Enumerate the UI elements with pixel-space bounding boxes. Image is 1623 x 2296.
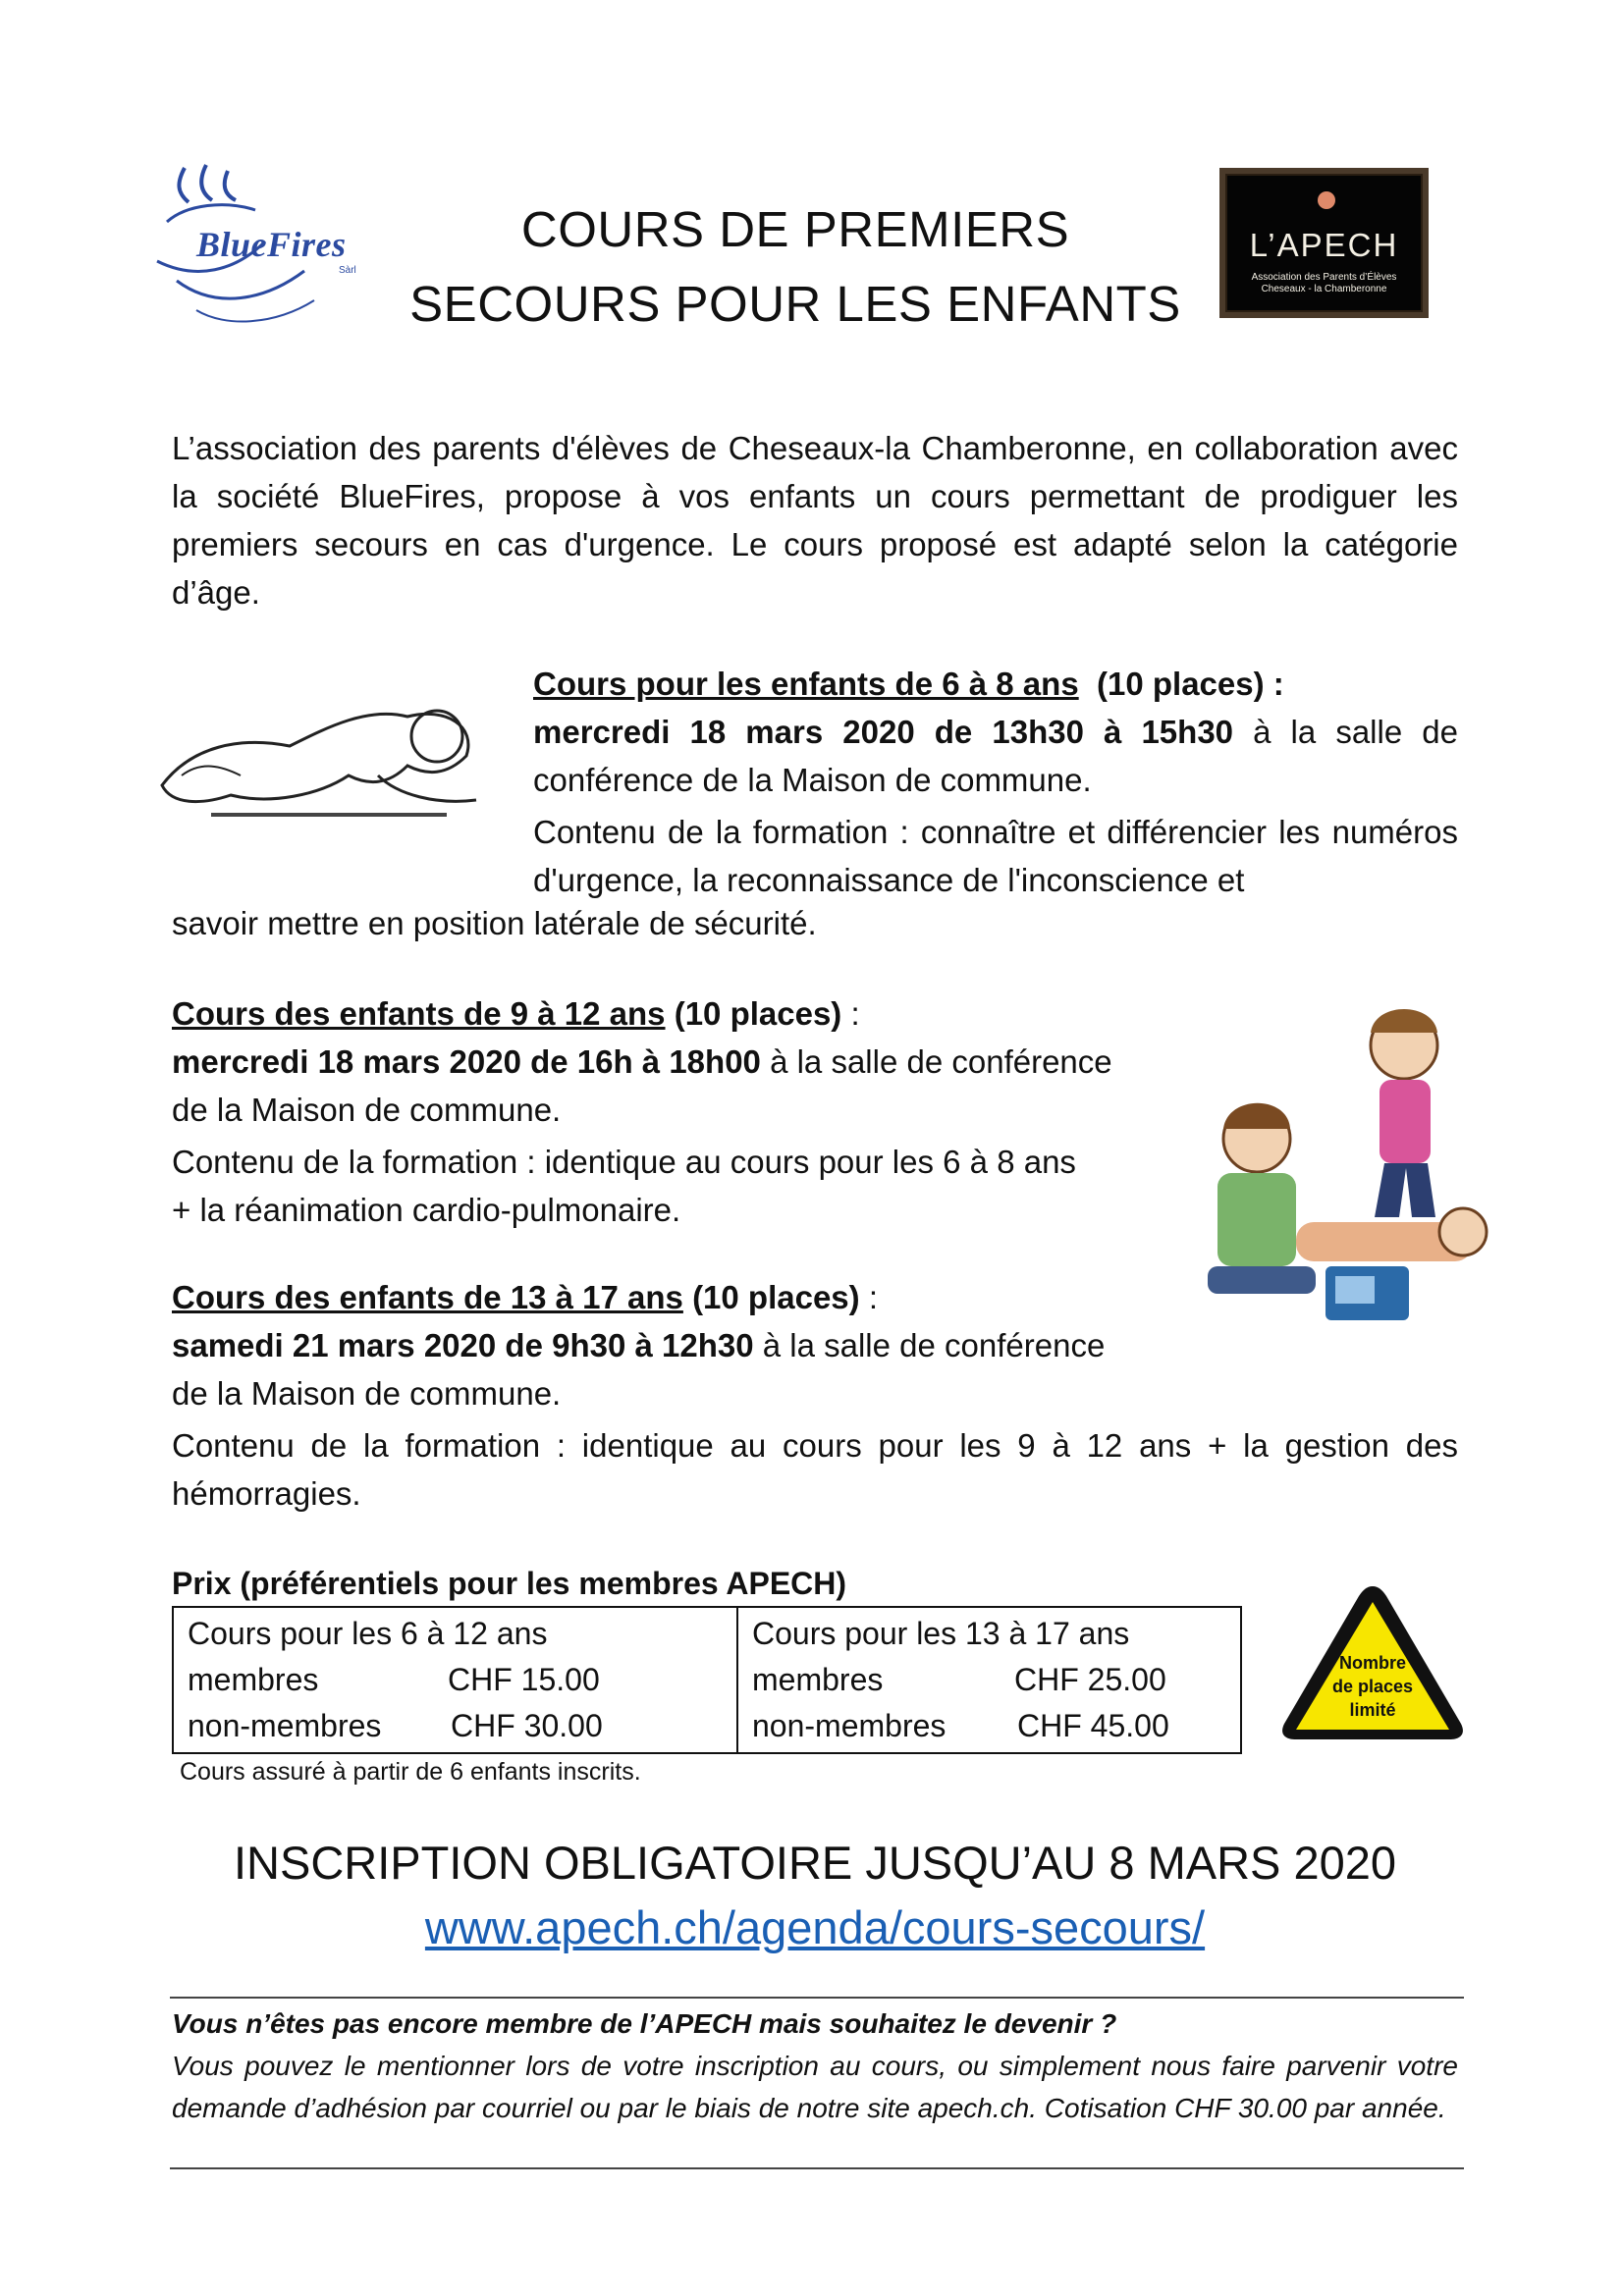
- title-line-2: SECOURS POUR LES ENFANTS: [409, 276, 1181, 332]
- membership-question: Vous n’êtes pas encore membre de l’APECH mais souhaitez le devenir ?: [172, 2008, 1117, 2039]
- course-2-location-2: de la Maison de commune.: [172, 1092, 562, 1128]
- prices-heading: Prix (préférentiels pour les membres APECH): [172, 1566, 847, 1601]
- registration-deadline: INSCRIPTION OBLIGATOIRE JUSQU’AU 8 MARS 2020: [234, 1837, 1396, 1889]
- course-1-content: Contenu de la formation : connaître et différencier les numéros d'urgence, la reconnaissance de l'inconscience et: [533, 814, 1458, 898]
- prices-table-row: [173, 1607, 1241, 1753]
- prices-column-2-row-1: [752, 1657, 1226, 1703]
- course-3-heading-line: [172, 1273, 1458, 1321]
- registration-link[interactable]: www.apech.ch/agenda/cours-secours/: [424, 1901, 1206, 1953]
- sign-line-3: limité: [1349, 1700, 1396, 1720]
- limited-places-sign: [1276, 1578, 1469, 1745]
- divider-bottom: [170, 2167, 1464, 2169]
- course-2-heading: Cours des enfants de 9 à 12 ans: [172, 995, 666, 1032]
- course-3-heading: Cours des enfants de 13 à 17 ans: [172, 1279, 683, 1315]
- course-1-date: mercredi 18 mars 2020 de 13h30 à 15h30: [533, 714, 1234, 750]
- prices-column-1: [173, 1607, 737, 1753]
- price-value: CHF 25.00: [1014, 1662, 1166, 1697]
- course-2-content-2: + la réanimation cardio-pulmonaire.: [172, 1192, 681, 1228]
- course-2-colon: :: [841, 995, 860, 1032]
- bluefires-logo-suffix: Sàrl: [339, 265, 356, 276]
- recovery-position-icon: [152, 667, 496, 825]
- sign-line-2: de places: [1331, 1677, 1414, 1696]
- course-3-section: [172, 1273, 1458, 1518]
- sign-text: [1276, 1651, 1469, 1722]
- course-1-location: à la salle de conférence de la Maison de commune.: [533, 714, 1458, 798]
- apech-logo: [1219, 168, 1429, 318]
- course-2-date: mercredi 18 mars 2020 de 16h à 18h00: [172, 1043, 761, 1080]
- apech-logo-sub-1: Association des Parents d’Élèves: [1251, 272, 1397, 283]
- course-2-section: [172, 989, 1173, 1234]
- course-3-places: (10 places): [692, 1279, 860, 1315]
- course-2-heading-line: [172, 989, 1173, 1038]
- course-3-location: à la salle de conférence: [753, 1327, 1106, 1363]
- price-label: membres: [188, 1662, 319, 1697]
- course-3-date-line: [172, 1321, 1458, 1369]
- course-1-places: (10 places) :: [1097, 666, 1284, 702]
- prices-column-2: [737, 1607, 1241, 1753]
- course-1-content-cont: savoir mettre en position latérale de sécurité.: [172, 905, 817, 941]
- course-1-heading: Cours pour les enfants de 6 à 8 ans: [533, 666, 1079, 702]
- course-1-date-line: [533, 708, 1458, 804]
- prices-column-1-row-2: [188, 1703, 723, 1749]
- registration-link-wrapper: [172, 1896, 1458, 1959]
- course-2-date-line: [172, 1038, 1173, 1086]
- divider-top: [170, 1997, 1464, 1999]
- price-label: non-membres: [752, 1708, 947, 1743]
- course-3-date: samedi 21 mars 2020 de 9h30 à 12h30: [172, 1327, 754, 1363]
- intro-paragraph: [172, 424, 1458, 616]
- price-value: CHF 15.00: [448, 1662, 600, 1697]
- membership-text: Vous pouvez le mentionner lors de votre inscription au cours, ou simplement nous faire parvenir votre demande d’adhésion par courriel ou par le biais de notre site apech.ch. Cotisation CHF 30.00 par année.: [172, 2051, 1458, 2123]
- course-3-location-2: de la Maison de commune.: [172, 1375, 562, 1412]
- apple-icon: [1318, 191, 1335, 209]
- prices-column-2-title: Cours pour les 13 à 17 ans: [752, 1616, 1130, 1651]
- apech-logo-subtitle: [1227, 272, 1421, 295]
- course-2-places: (10 places): [674, 995, 842, 1032]
- course-1-section: [533, 660, 1458, 904]
- sign-line-1: Nombre: [1338, 1653, 1406, 1673]
- apech-logo-name: L’APECH: [1249, 227, 1399, 263]
- course-3-colon: :: [859, 1279, 878, 1315]
- page-title: [393, 192, 1198, 342]
- title-line-1: COURS DE PREMIERS: [520, 201, 1070, 257]
- prices-column-1-row-1: [188, 1657, 723, 1703]
- price-value: CHF 45.00: [1017, 1708, 1169, 1743]
- course-2-content: Contenu de la formation : identique au cours pour les 6 à 8 ans: [172, 1144, 1076, 1180]
- membership-section: [172, 2002, 1458, 2129]
- recovery-position-illustration: [152, 667, 496, 825]
- apech-logo-sub-2: Cheseaux - la Chamberonne: [1261, 284, 1387, 294]
- course-3-content: Contenu de la formation : identique au cours pour les 9 à 12 ans + la gestion des hémorragies.: [172, 1427, 1458, 1512]
- prices-table: [172, 1606, 1242, 1754]
- price-value: CHF 30.00: [451, 1708, 603, 1743]
- prices-column-1-title: Cours pour les 6 à 12 ans: [188, 1616, 548, 1651]
- apech-chalkboard: [1225, 174, 1423, 312]
- prices-note: Cours assuré à partir de 6 enfants inscrits.: [180, 1758, 641, 1786]
- price-label: membres: [752, 1662, 884, 1697]
- course-1-heading-line: [533, 660, 1458, 708]
- prices-column-2-row-2: [752, 1703, 1226, 1749]
- prices-section: [172, 1561, 1242, 1789]
- intro-text: L’association des parents d'élèves de Cheseaux-la Chamberonne, en collaboration avec la société BlueFires, propose à vos enfants un cours permettant de prodiguer les premiers secours en cas d'urgence. Le cours proposé est adapté selon la catégorie d’âge.: [172, 430, 1458, 611]
- bluefires-logo-name: BlueFires: [196, 225, 347, 264]
- price-label: non-membres: [188, 1708, 382, 1743]
- course-2-location: à la salle de conférence: [760, 1043, 1112, 1080]
